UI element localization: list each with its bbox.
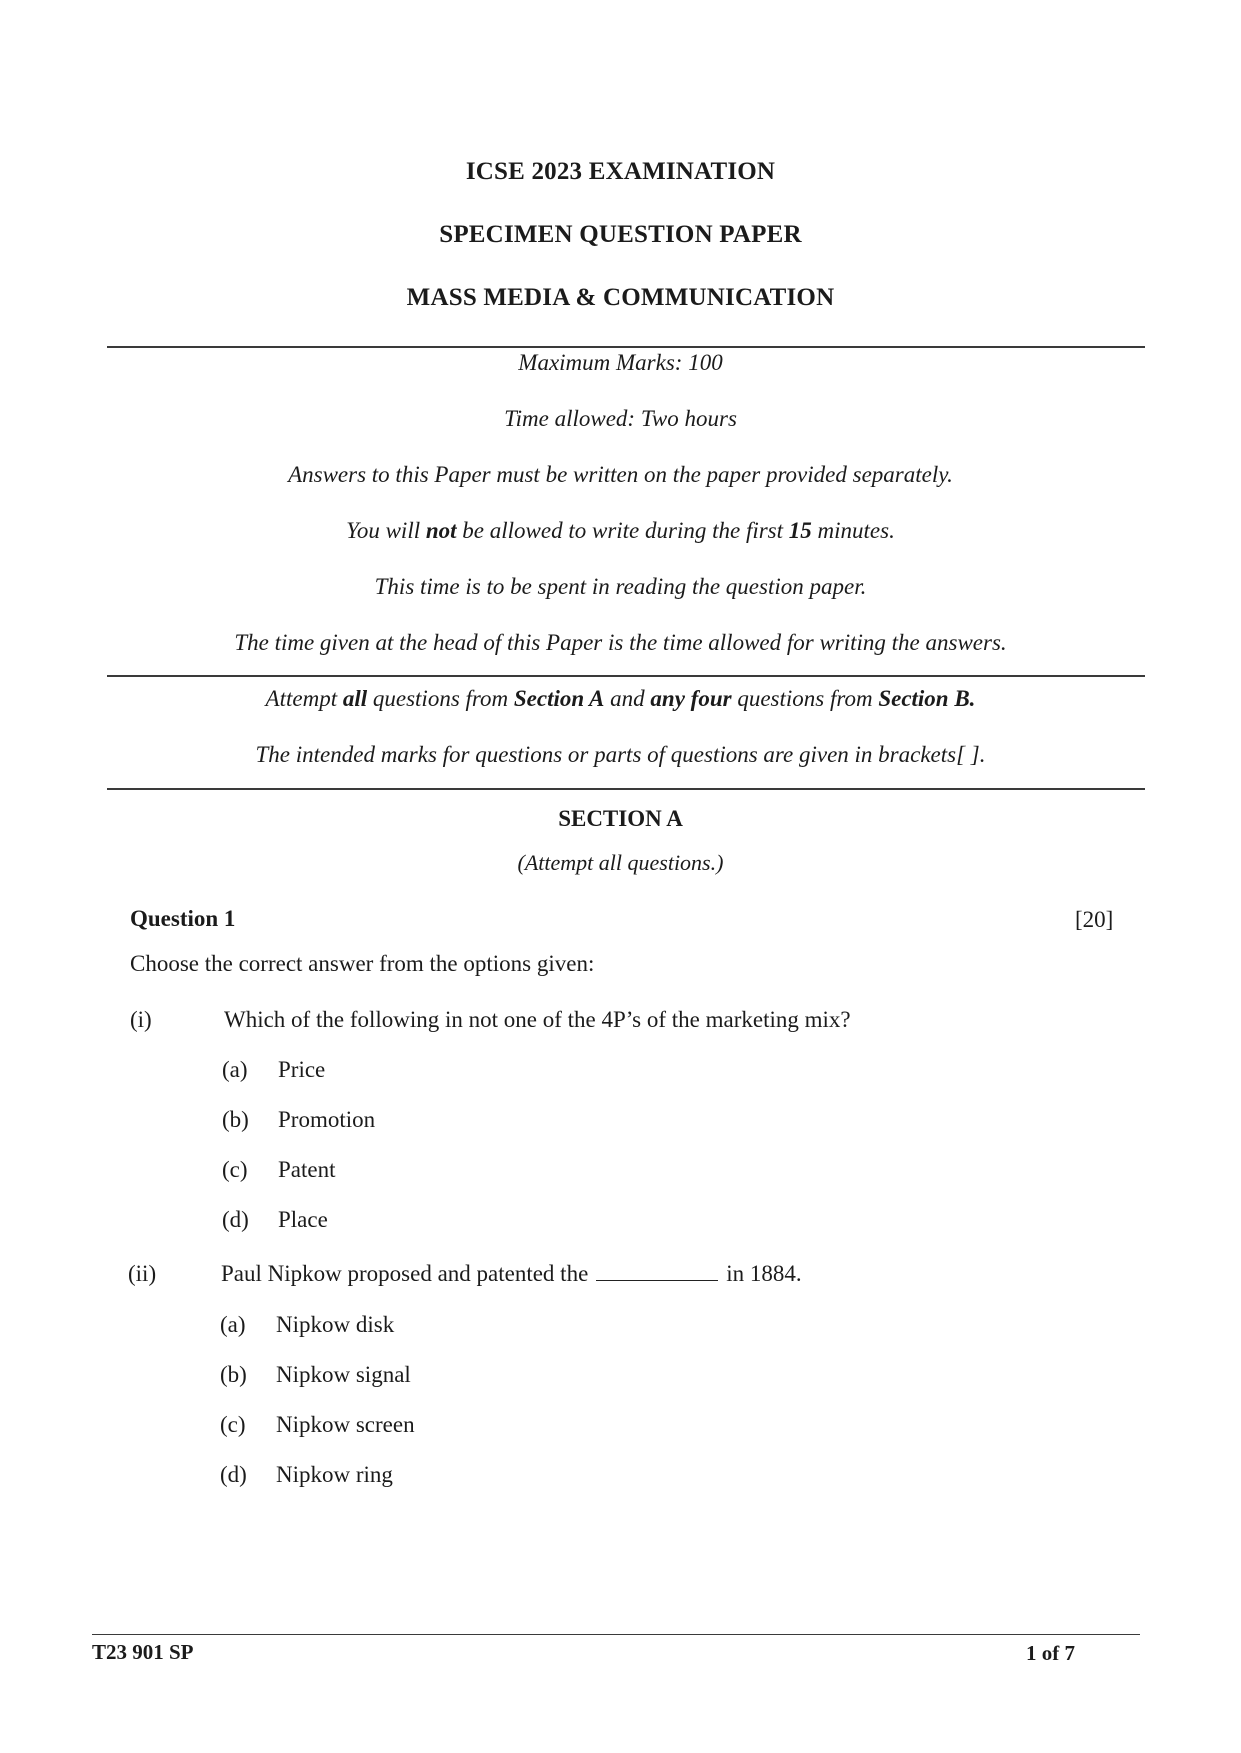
attempt-any-four: any four [650,686,732,711]
attempt-instruction [0,686,1241,712]
part-question-text-end: in 1884. [726,1261,802,1286]
option-letter: (a) [222,1057,248,1082]
not-allowed-instruction [0,518,1241,544]
option-text: Nipkow signal [276,1362,411,1387]
section-title: SECTION A [558,806,683,831]
option-text: Patent [278,1157,336,1182]
question-label: Question 1 [130,906,236,931]
option-letter: (c) [220,1412,246,1437]
attempt-text-4: questions from [731,686,879,711]
answers-instruction: Answers to this Paper must be written on the paper provided separately. [288,462,953,487]
not-allowed-text-1: You will [346,518,426,543]
fill-in-blank [596,1262,718,1281]
section-subtitle: (Attempt all questions.) [517,850,724,875]
attempt-text-3: and [604,686,651,711]
part-question-text-start: Paul Nipkow proposed and patented the [221,1261,589,1286]
option-letter: (d) [220,1462,247,1487]
option-letter: (d) [222,1207,249,1232]
option-text: Price [278,1057,326,1082]
part-number: (ii) [128,1261,157,1286]
attempt-all-emphasis: all [342,686,368,711]
divider-bottom [107,788,1145,790]
option-letter: (a) [220,1312,246,1337]
time-allowed: Time allowed: Two hours [504,406,737,431]
reading-minutes: 15 [788,518,812,543]
not-allowed-text-2: be allowed to write during the first [456,518,789,543]
subject-title: MASS MEDIA & COMMUNICATION [406,284,835,311]
exam-title: ICSE 2023 EXAMINATION [465,158,776,185]
attempt-section-a: Section A [513,686,605,711]
option-letter: (b) [222,1107,249,1132]
option-text: Nipkow ring [276,1462,393,1487]
footer-divider [92,1634,1140,1635]
option-text: Promotion [278,1107,376,1132]
page-number: 1 of 7 [1026,1641,1075,1665]
max-marks: Maximum Marks: 100 [518,350,723,375]
attempt-text-1: Attempt [265,686,343,711]
time-given-instruction: The time given at the head of this Paper is the time allowed for writing the answers. [234,630,1007,655]
option-letter: (c) [222,1157,248,1182]
not-allowed-text-3: minutes. [811,518,895,543]
not-allowed-emphasis: not [425,518,457,543]
question-instruction: Choose the correct answer from the options given: [130,951,595,976]
option-letter: (b) [220,1362,247,1387]
option-text: Place [278,1207,328,1232]
divider-top [107,346,1145,348]
part-question-text: Which of the following in not one of the 4P’s of the marketing mix? [224,1007,851,1032]
option-text: Nipkow disk [276,1312,395,1337]
part-question-text [221,1261,802,1287]
attempt-text-2: questions from [367,686,514,711]
part-number: (i) [130,1007,152,1032]
paper-type-title: SPECIMEN QUESTION PAPER [439,221,802,248]
reading-time-instruction: This time is to be spent in reading the question paper. [374,574,867,599]
option-text: Nipkow screen [276,1412,415,1437]
intended-marks-instruction: The intended marks for questions or parts of questions are given in brackets[ ]. [255,742,986,767]
divider-middle [107,675,1145,677]
paper-code: T23 901 SP [92,1640,194,1664]
question-marks: [20] [1075,907,1114,932]
attempt-section-b: Section B. [878,686,976,711]
